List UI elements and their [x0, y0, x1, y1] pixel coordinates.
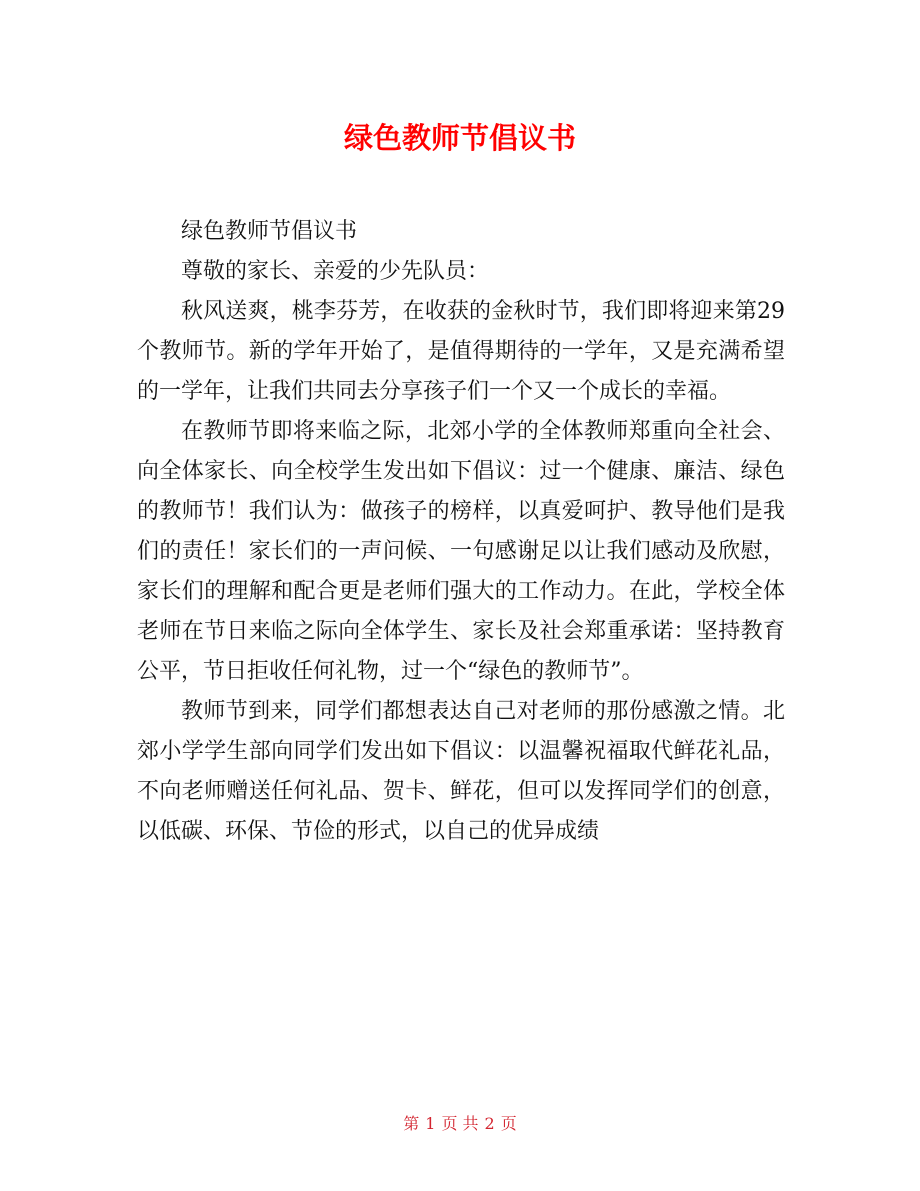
footer-total-pages: 2: [484, 1114, 495, 1133]
page-footer: [0, 1112, 920, 1136]
footer-current-page: 1: [425, 1114, 436, 1133]
paragraph-salutation: 尊敬的家长、亲爱的少先队员：: [181, 259, 490, 284]
document-title: 绿色教师节倡议书: [343, 121, 576, 155]
paragraph-teachers-proposal: 在教师节即将来临之际，北郊小学的全体教师郑重向全社会、向全体家长、向全校学生发出如下倡议：过一个健康、廉洁、绿色的教师节！我们认为：做孩子的榜样，以真爱呵护、教导他们是我们的责任！家长们的一声问候、一句感谢足以让我们感动及欣慰，家长们的理解和配合更是老师们强大的工作动力。在此，学校全体老师在节日来临之际向全体学生、家长及社会郑重承诺：坚持教育公平，节日拒收任何礼物，过一个“绿色的教师节”。: [137, 419, 785, 684]
footer-mid: 页 共: [441, 1114, 479, 1133]
paragraph-students-proposal: 教师节到来，同学们都想表达自己对老师的那份感激之情。北郊小学学生部向同学们发出如下倡议：以温馨祝福取代鲜花礼品，不向老师赠送任何礼品、贺卡、鲜花，但可以发挥同学们的创意，以低碳、环保、节俭的形式，以自己的优异成绩: [137, 699, 785, 844]
paragraph-intro: 秋风送爽，桃李芬芳，在收获的金秋时节，我们即将迎来第29个教师节。新的学年开始了，是值得期待的一学年，又是充满希望的一学年，让我们共同去分享孩子们一个又一个成长的幸福。: [137, 299, 785, 404]
document-body: [137, 212, 785, 852]
paragraph-heading: 绿色教师节倡议书: [181, 219, 358, 244]
footer-suffix: 页: [500, 1114, 517, 1133]
footer-prefix: 第: [403, 1114, 420, 1133]
